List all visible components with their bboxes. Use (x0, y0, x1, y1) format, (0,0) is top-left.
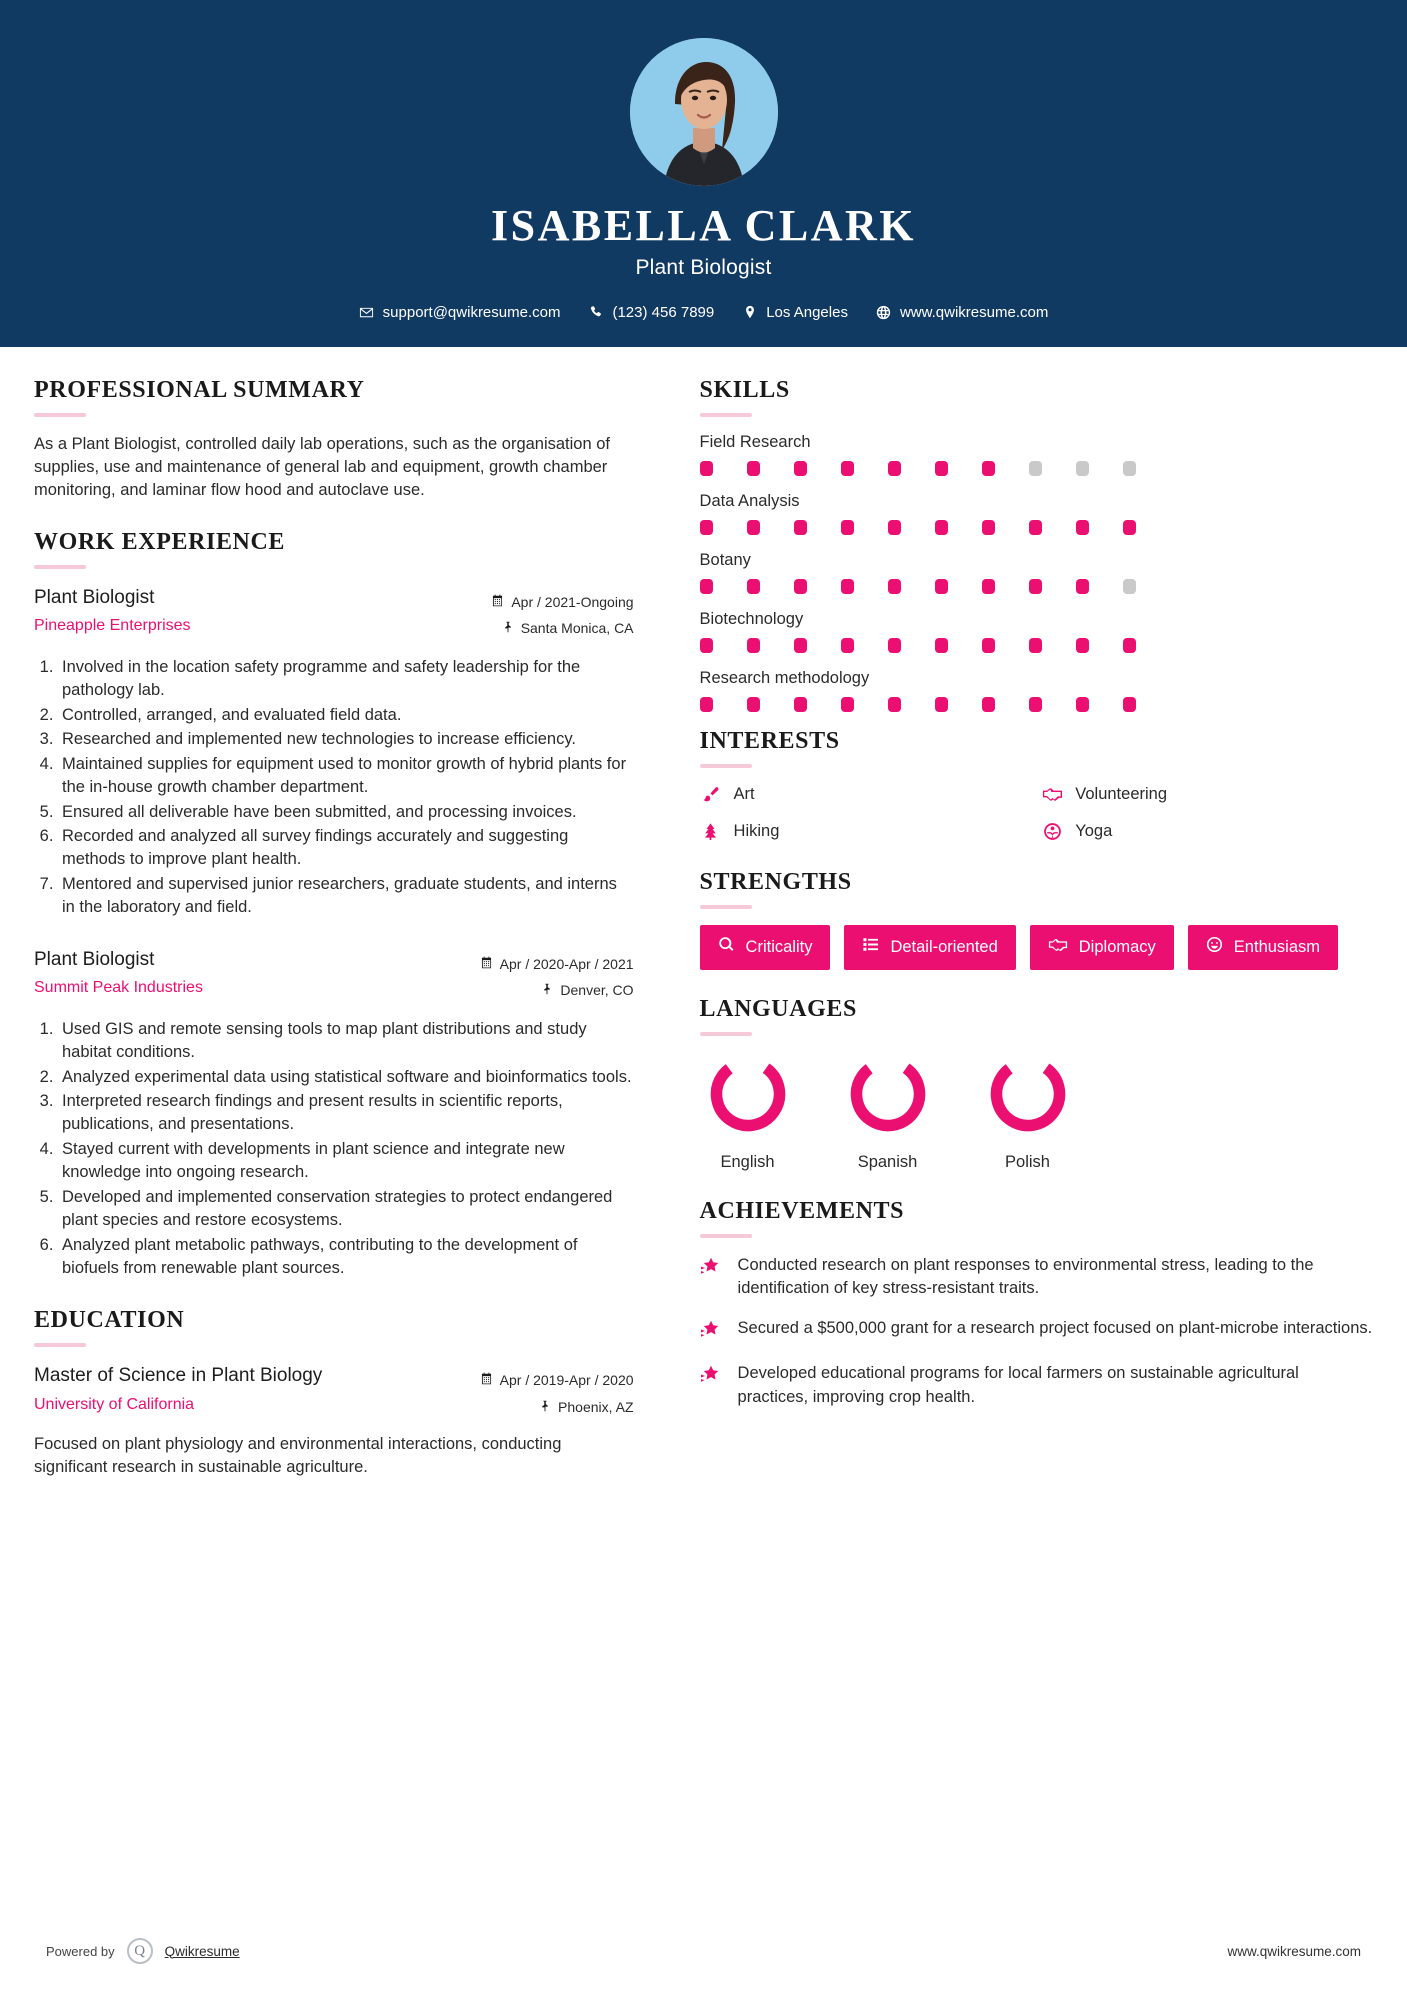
skill-dot-cell (747, 461, 794, 476)
contact-phone-text: (123) 456 7899 (612, 303, 715, 321)
skill-dot-cell (841, 697, 888, 712)
skill-name: Research methodology (699, 668, 870, 687)
list-item: 6. Recorded and analyzed all survey findings accurately and suggesting methods to improve plant health. (58, 825, 634, 872)
language-progress-ring (986, 1052, 1070, 1136)
contact-email[interactable] (349, 304, 571, 321)
date-line (454, 951, 634, 978)
section-languages (700, 996, 1373, 1172)
page-footer (0, 1938, 1407, 1964)
skill-dot-filled (700, 638, 713, 653)
footer-site-url[interactable]: www.qwikresume.com (1227, 1943, 1361, 1959)
list-icon (862, 936, 879, 958)
section-heading: STRENGTHS (699, 868, 852, 895)
skill-dot-filled (888, 638, 901, 653)
location-line (454, 977, 634, 1004)
section-underline (700, 905, 752, 909)
resume-header (0, 0, 1407, 347)
section-underline (34, 1343, 86, 1347)
contact-website-text: www.qwikresume.com (899, 303, 1049, 321)
skill-dot-cell (794, 520, 841, 535)
skill-dot-cell (935, 638, 982, 653)
phone-icon (588, 305, 603, 320)
education-entry (34, 1363, 634, 1479)
language-label: Spanish (857, 1152, 918, 1171)
skill-rating (700, 697, 1373, 712)
skill-dot-empty (1029, 461, 1042, 476)
skill-dot-cell (841, 520, 888, 535)
skill-dot-filled (935, 638, 948, 653)
section-underline (700, 1234, 752, 1238)
language-item (700, 1052, 796, 1172)
skill-dot-cell (747, 697, 794, 712)
skill-dot-empty (1123, 461, 1136, 476)
work-entry-meta (454, 585, 634, 642)
list-item: 3. Interpreted research findings and present results in scientific reports, publications, and presentations. (58, 1090, 634, 1137)
skill-dot-cell (1076, 520, 1123, 535)
skill-name: Field Research (699, 432, 811, 451)
strength-badge (700, 925, 831, 970)
contact-phone[interactable] (578, 304, 724, 321)
job-role-subtitle: Plant Biologist (635, 255, 772, 279)
skill-dot-filled (935, 520, 948, 535)
interest-label: Yoga (1075, 822, 1113, 841)
skill-dot-cell (888, 520, 935, 535)
strength-label: Criticality (745, 937, 813, 956)
interest-item (700, 784, 1032, 806)
skill-dot-filled (841, 638, 854, 653)
skill-dot-filled (841, 520, 854, 535)
section-skills (700, 377, 1373, 712)
strength-label: Diplomacy (1078, 937, 1156, 956)
avatar (630, 38, 778, 186)
right-column (664, 377, 1373, 1480)
skill-dot-filled (794, 520, 807, 535)
skill-dot-filled (1029, 520, 1042, 535)
skill-dot-cell (841, 638, 888, 653)
education-location: Phoenix, AZ (558, 1399, 634, 1416)
skill-dot-cell (747, 520, 794, 535)
work-entry-head (34, 947, 634, 1004)
skill-dot-cell (1123, 461, 1170, 476)
section-heading: SKILLS (699, 376, 790, 403)
section-underline (34, 565, 86, 569)
education-dates: Apr / 2019-Apr / 2020 (499, 1372, 634, 1389)
skill-dot-filled (1029, 638, 1042, 653)
strength-badge (844, 925, 1015, 970)
skill-dot-cell (700, 520, 747, 535)
strength-badge (1188, 925, 1338, 970)
smiley-icon (1206, 936, 1223, 958)
skill-dot-cell (1029, 697, 1076, 712)
skill-dot-cell (888, 579, 935, 594)
interest-item (1041, 784, 1373, 806)
qwikresume-logo-icon: Q (127, 1938, 153, 1964)
list-item: 5. Developed and implemented conservation strategies to protect endangered plant species and restore ecosystems. (58, 1186, 634, 1233)
resume-body (0, 347, 1407, 1480)
job-dates: Apr / 2021-Ongoing (511, 593, 634, 610)
language-progress-ring (846, 1052, 930, 1136)
spacer (700, 970, 1373, 996)
skill-dot-cell (935, 697, 982, 712)
section-heading: LANGUAGES (699, 995, 857, 1022)
date-line (454, 1367, 634, 1394)
skill-dot-filled (747, 461, 760, 476)
skill-dot-filled (841, 579, 854, 594)
contact-location-text: Los Angeles (766, 303, 848, 321)
contact-website[interactable] (866, 304, 1058, 321)
skill-dot-cell (1123, 520, 1170, 535)
skill-dot-filled (747, 579, 760, 594)
job-title: Plant Biologist (34, 948, 155, 970)
footer-brand-group (46, 1938, 240, 1964)
skill-dot-filled (1029, 579, 1042, 594)
powered-by-label: Powered by (46, 1943, 115, 1959)
language-item (840, 1052, 936, 1172)
skill-dot-filled (982, 461, 995, 476)
list-item: 3. Researched and implemented new technologies to increase efficiency. (58, 728, 634, 751)
list-item: 2. Analyzed experimental data using statistical software and bioinformatics tools. (58, 1066, 634, 1089)
skill-dot-cell (700, 697, 747, 712)
education-entry-head (34, 1363, 634, 1420)
skill-dot-filled (935, 461, 948, 476)
skill-dot-filled (794, 579, 807, 594)
skill-dot-cell (888, 638, 935, 653)
skill-dot-cell (935, 461, 982, 476)
interest-label: Hiking (733, 822, 780, 841)
star-badge-icon (700, 1317, 724, 1345)
summary-text: As a Plant Biologist, controlled daily lab operations, such as the organisation of supplies, use and maintenance of general lab and equipment, growth chamber monitoring, and laminar flow hood and autoclave use. (34, 434, 611, 500)
skill-name: Biotechnology (699, 609, 804, 628)
skill-dot-filled (1076, 579, 1089, 594)
list-item: 5. Ensured all deliverable have been submitted, and processing invoices. (58, 801, 634, 824)
section-underline (700, 1032, 752, 1036)
work-entry-left (34, 947, 454, 998)
list-item: 1. Used GIS and remote sensing tools to map plant distributions and study habitat conditions. (58, 1018, 634, 1065)
skill-dot-cell (1076, 638, 1123, 653)
skills-list (700, 433, 1373, 712)
spacer (34, 503, 634, 529)
work-entry-left (34, 585, 454, 636)
handshake-icon (1048, 935, 1068, 960)
brand-link[interactable]: Qwikresume (164, 1943, 240, 1959)
skill-dot-cell (1076, 697, 1123, 712)
job-bullet-list (58, 1018, 634, 1281)
job-location: Denver, CO (560, 982, 634, 999)
skill-dot-cell (1076, 579, 1123, 594)
calendar-icon (480, 1367, 493, 1394)
job-title: Plant Biologist (34, 586, 155, 608)
list-item: 4. Stayed current with developments in plant science and integrate new knowledge into ongoing research. (58, 1138, 634, 1185)
star-badge-icon (700, 1254, 724, 1301)
spacer (700, 1172, 1373, 1198)
location-line (454, 1394, 634, 1421)
skill-dot-filled (700, 461, 713, 476)
skill-dot-cell (982, 579, 1029, 594)
pin-icon (539, 1394, 551, 1421)
list-item: 2. Controlled, arranged, and evaluated field data. (58, 704, 634, 727)
contact-location[interactable] (732, 304, 858, 321)
skill-dot-filled (700, 579, 713, 594)
skill-dot-cell (888, 461, 935, 476)
tree-icon (700, 821, 722, 843)
school-name: University of California (34, 1396, 195, 1414)
skill-dot-filled (700, 697, 713, 712)
location-pin-icon (742, 305, 757, 320)
spacer (700, 843, 1373, 869)
skill-dot-empty (1123, 579, 1136, 594)
education-entry-left (34, 1363, 454, 1414)
skill-dot-cell (982, 461, 1029, 476)
skill-dot-cell (1029, 579, 1076, 594)
skill-dot-filled (1076, 520, 1089, 535)
section-professional-summary (34, 377, 634, 503)
section-heading: INTERESTS (699, 727, 840, 754)
interest-label: Art (733, 785, 755, 804)
skill-dot-cell (794, 461, 841, 476)
envelope-icon (359, 305, 374, 320)
spacer (34, 1281, 634, 1307)
skill-dot-cell (794, 638, 841, 653)
section-heading: PROFESSIONAL SUMMARY (34, 376, 365, 403)
skill-dot-cell (982, 638, 1029, 653)
skill-dot-cell (935, 520, 982, 535)
globe-icon (876, 305, 891, 320)
skill-dot-filled (888, 697, 901, 712)
achievement-text: Conducted research on plant responses to environmental stress, leading to the identification of key stress-resistant traits. (737, 1255, 1314, 1297)
section-underline (34, 413, 86, 417)
skill-dot-cell (747, 638, 794, 653)
section-underline (700, 764, 752, 768)
education-entry-meta (454, 1363, 634, 1420)
skill-dot-filled (935, 697, 948, 712)
calendar-icon (491, 589, 504, 616)
skill-dot-filled (747, 638, 760, 653)
list-item: 7. Mentored and supervised junior researchers, graduate students, and interns in the laboratory and field. (58, 873, 634, 920)
skill-dot-filled (700, 520, 713, 535)
work-entry (34, 947, 634, 1281)
skill-dot-cell (841, 579, 888, 594)
skill-dot-cell (888, 697, 935, 712)
skill-dot-cell (700, 579, 747, 594)
skill-dot-filled (982, 579, 995, 594)
yoga-icon (1041, 821, 1063, 843)
job-bullet-list (58, 656, 634, 920)
skill-dot-cell (700, 461, 747, 476)
paintbrush-icon (700, 784, 722, 806)
skill-dot-cell (982, 697, 1029, 712)
pin-icon (541, 977, 553, 1004)
magnifier-icon (718, 936, 735, 958)
language-label: Polish (1005, 1152, 1050, 1171)
skill-dot-filled (888, 520, 901, 535)
strength-badge (1030, 925, 1174, 970)
achievement-item (700, 1362, 1373, 1409)
spacer (34, 921, 634, 947)
company-name: Summit Peak Industries (34, 979, 203, 997)
list-item: 6. Analyzed plant metabolic pathways, contributing to the development of biofuels from renewable plant sources. (58, 1234, 634, 1281)
skill-dot-filled (794, 461, 807, 476)
avatar-photo (630, 38, 778, 186)
achievement-text: Developed educational programs for local farmers on sustainable agricultural practices, improving crop health. (737, 1364, 1299, 1406)
skill-dot-empty (1076, 461, 1089, 476)
section-achievements (700, 1198, 1373, 1410)
skill-dot-filled (841, 461, 854, 476)
contact-email-text: support@qwikresume.com (382, 303, 561, 321)
interest-label: Volunteering (1075, 785, 1168, 804)
section-heading: WORK EXPERIENCE (34, 528, 286, 555)
language-label: English (720, 1152, 775, 1171)
skill-dot-filled (747, 697, 760, 712)
section-underline (700, 413, 752, 417)
section-heading: EDUCATION (34, 1307, 185, 1334)
languages-list (700, 1052, 1373, 1172)
skill-dot-cell (982, 520, 1029, 535)
section-work-experience (34, 529, 634, 1281)
achievement-text: Secured a $500,000 grant for a research project focused on plant-microbe interactions. (737, 1319, 1373, 1338)
star-badge-icon (700, 1362, 724, 1409)
degree-title: Master of Science in Plant Biology (34, 1365, 323, 1387)
skill-dot-filled (982, 697, 995, 712)
skill-dot-filled (982, 520, 995, 535)
skill-dot-filled (888, 461, 901, 476)
job-location: Santa Monica, CA (520, 620, 634, 637)
achievement-item (700, 1317, 1373, 1345)
skill-name: Data Analysis (699, 491, 800, 510)
education-description: Focused on plant physiology and environmental interactions, conducting significant research in sustainable agriculture. (34, 1434, 562, 1477)
handshake-icon (1041, 784, 1063, 806)
skill-rating (700, 638, 1373, 653)
pin-icon (502, 615, 514, 642)
skill-dot-filled (794, 697, 807, 712)
interest-item (700, 821, 1032, 843)
skill-dot-cell (1029, 638, 1076, 653)
skill-dot-filled (1123, 520, 1136, 535)
language-item (980, 1052, 1076, 1172)
contact-row (0, 304, 1407, 321)
language-progress-ring (706, 1052, 790, 1136)
skill-dot-cell (1029, 461, 1076, 476)
location-line (454, 615, 634, 642)
work-entry (34, 585, 634, 920)
skill-dot-filled (1076, 638, 1089, 653)
strengths-list (700, 925, 1373, 970)
date-line (454, 589, 634, 616)
list-item: 4. Maintained supplies for equipment used to monitor growth of hybrid plants for the in-house growth chamber department. (58, 753, 634, 800)
page-title: ISABELLA CLARK (490, 201, 916, 250)
interest-item (1041, 821, 1373, 843)
skill-dot-filled (1029, 697, 1042, 712)
skill-name: Botany (699, 550, 751, 569)
skill-dot-filled (1123, 697, 1136, 712)
skill-rating (700, 579, 1373, 594)
work-entry-meta (454, 947, 634, 1004)
skill-dot-filled (982, 638, 995, 653)
work-entry-head (34, 585, 634, 642)
section-education (34, 1307, 634, 1479)
interests-grid (700, 784, 1373, 843)
skill-dot-cell (1123, 697, 1170, 712)
skill-dot-cell (700, 638, 747, 653)
skill-rating (700, 461, 1373, 476)
skill-dot-filled (841, 697, 854, 712)
skill-dot-cell (794, 579, 841, 594)
company-name: Pineapple Enterprises (34, 617, 191, 635)
job-dates: Apr / 2020-Apr / 2021 (499, 955, 634, 972)
skill-dot-cell (935, 579, 982, 594)
skill-dot-cell (794, 697, 841, 712)
section-heading: ACHIEVEMENTS (699, 1197, 905, 1224)
section-strengths (700, 869, 1373, 970)
calendar-icon (480, 951, 493, 978)
list-item: 1. Involved in the location safety programme and safety leadership for the pathology lab. (58, 656, 634, 703)
skill-dot-cell (1029, 520, 1076, 535)
skill-rating (700, 520, 1373, 535)
skill-dot-filled (747, 520, 760, 535)
skill-dot-filled (794, 638, 807, 653)
skill-dot-filled (888, 579, 901, 594)
skill-dot-cell (1123, 579, 1170, 594)
skill-dot-filled (1076, 697, 1089, 712)
skill-dot-cell (841, 461, 888, 476)
skill-dot-cell (1123, 638, 1170, 653)
section-interests (700, 728, 1373, 843)
strength-label: Detail-oriented (890, 937, 998, 956)
skill-dot-cell (747, 579, 794, 594)
strength-label: Enthusiasm (1233, 937, 1321, 956)
skill-dot-cell (1076, 461, 1123, 476)
left-column (34, 377, 664, 1480)
skill-dot-filled (935, 579, 948, 594)
achievement-item (700, 1254, 1373, 1301)
skill-dot-filled (1123, 638, 1136, 653)
